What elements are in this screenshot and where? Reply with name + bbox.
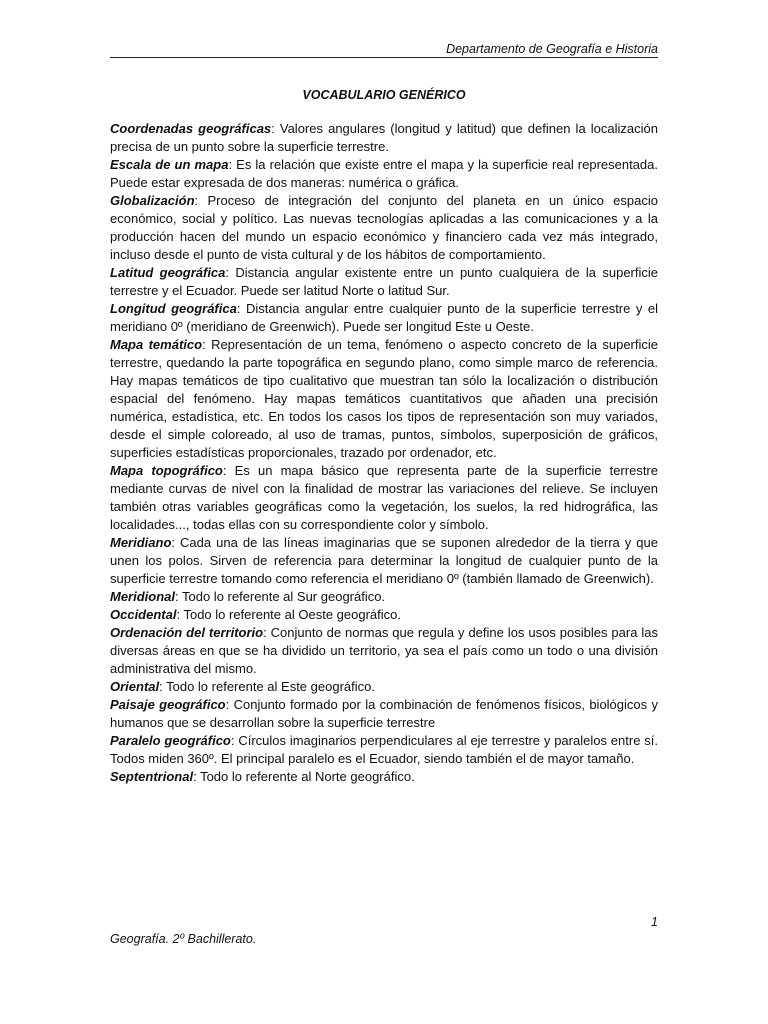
glossary-entry [110,768,658,786]
glossary-entry [110,336,658,462]
glossary-term: Ordenación del territorio [110,625,264,640]
header-divider [110,57,658,58]
glossary-entry [110,678,658,696]
glossary-entry [110,120,658,156]
glossary-entry [110,300,658,336]
glossary-definition: : Cada una de las líneas imaginarias que se suponen alrededor de la tierra y que unen los polos. Sirven de referencia para determinar la longitud de cualquier punto de la superficie terrestre tomando como referencia el meridiano 0º (también llamado de Greenwich). [110,535,658,586]
glossary-entry [110,264,658,300]
glossary-definition: : Representación de un tema, fenómeno o aspecto concreto de la superficie terrestre, quedando la parte topográfica en segundo plano, como simple marco de referencia. Hay mapas temáticos de tipo cualitativo que muestran tan sólo la localización o distribución espacial del fenómeno. Hay mapas temáticos cuantitativos que añaden una precisión numérica, estadística, etc. En todos los casos los tipos de representación son muy variados, desde el simple coloreado, al uso de tramas, puntos, símbolos, superposición de gráficos, superficies estadísticas proporcionales, trazado por ordenador, etc. [110,337,658,460]
glossary-term: Meridiano [110,535,172,550]
glossary-entry [110,588,658,606]
glossary-definition: : Todo lo referente al Oeste geográfico. [176,607,401,622]
glossary-entry [110,732,658,768]
glossary-entry [110,192,658,264]
glossary-term: Meridional [110,589,176,604]
glossary-term: Escala de un mapa [110,157,229,172]
glossary-term: Mapa topográfico [110,463,223,478]
glossary-definition: : Distancia angular entre cualquier punto de la superficie terrestre y el meridiano 0º (meridiano de Greenwich). Puede ser longitud Este u Oeste. [110,301,658,334]
glossary-definition: : Conjunto de normas que regula y define los usos posibles para las diversas áreas en que se ha dividido un territorio, ya sea el país como un todo o una división administrativa del mismo. [110,625,658,676]
page-header: Departamento de Geografía e Historia [446,42,658,56]
glossary-entry [110,156,658,192]
glossary-definition: : Conjunto formado por la combinación de fenómenos físicos, biológicos y humanos que se desarrollan sobre la superficie terrestre [110,697,658,730]
glossary-definition: : Es la relación que existe entre el mapa y la superficie real representada. Puede estar expresada de dos maneras: numérica o gráfica. [110,157,659,190]
glossary-definition: : Todo lo referente al Norte geográfico. [193,769,415,784]
glossary-entry [110,606,658,624]
glossary-definition: : Proceso de integración del conjunto del planeta en un único espacio económico, social y político. Las nuevas tecnologías aplicadas a las comunicaciones y a la producción hacen del mundo un espacio económico y financiero cada vez más integrado, incluso desde el punto de vista cultural y de los hábitos de comportamiento. [110,193,658,262]
glossary-definition: : Distancia angular existente entre un punto cualquiera de la superficie terrestre y el Ecuador. Puede ser latitud Norte o latitud Sur. [110,265,658,298]
glossary-entry [110,624,658,678]
glossary-definition: : Todo lo referente al Este geográfico. [159,679,375,694]
glossary-term: Longitud geográfica [110,301,237,316]
glossary-term: Globalización [110,193,195,208]
glossary-term: Mapa temático [110,337,203,352]
glossary-definition: : Valores angulares (longitud y latitud) que definen la localización precisa de un punto sobre la superficie terrestre. [110,121,658,154]
glossary-term: Latitud geográfica [110,265,226,280]
document-title: VOCABULARIO GENÉRICO [302,88,466,102]
glossary-term: Paisaje geográfico [110,697,226,712]
page-number: 1 [651,915,658,929]
glossary-entry [110,462,658,534]
glossary-term: Paralelo geográfico [110,733,231,748]
glossary-definition: : Círculos imaginarios perpendiculares al eje terrestre y paralelos entre sí. Todos miden 360º. El principal paralelo es el Ecuador, siendo también el de mayor tamaño. [110,733,658,766]
page-footer: Geografía. 2º Bachillerato. [110,932,257,946]
glossary-term: Occidental [110,607,177,622]
glossary-definition: : Todo lo referente al Sur geográfico. [175,589,386,604]
glossary-definition: : Es un mapa básico que representa parte de la superficie terrestre mediante curvas de nivel con la finalidad de mostrar las variaciones del relieve. Se incluyen también otras variables geográficas como la vegetación, los suelos, la red hidrográfica, las localidades..., todas ellas con su correspondiente color y símbolo. [110,463,658,532]
glossary-term: Coordenadas geográficas [110,121,272,136]
glossary-entry [110,534,658,588]
glossary-entry [110,696,658,732]
glossary [110,120,658,786]
glossary-term: Septentrional [110,769,194,784]
glossary-term: Oriental [110,679,160,694]
